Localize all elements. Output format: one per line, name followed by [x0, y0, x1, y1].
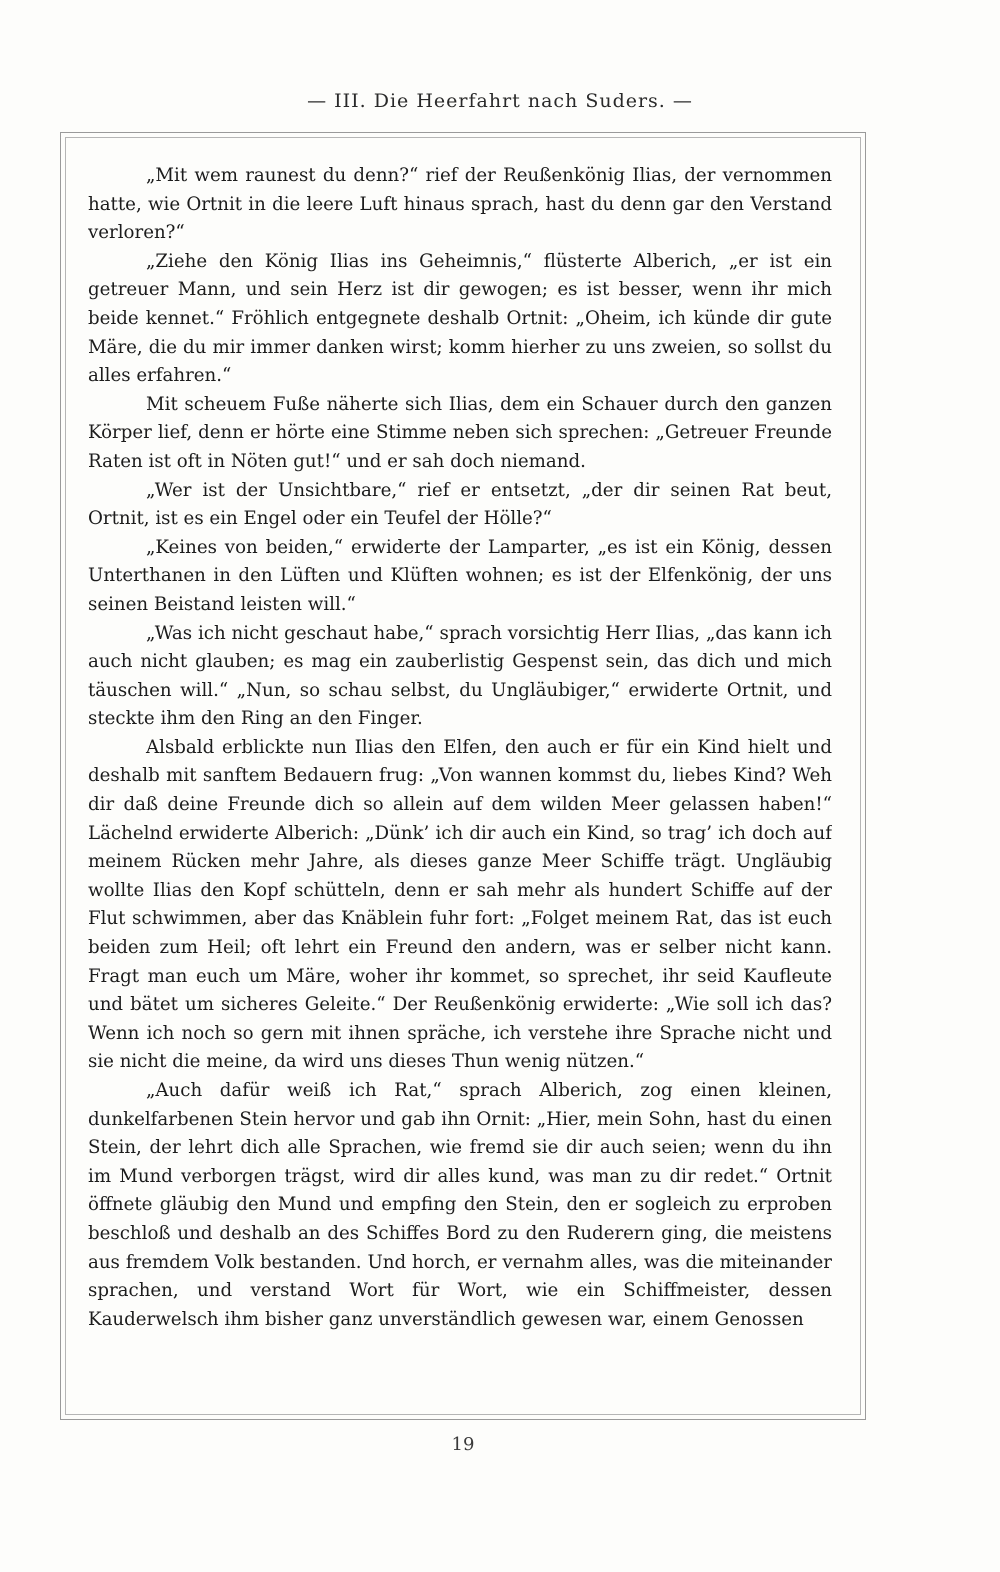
paragraph: Alsbald erblickte nun Ilias den Elfen, den auch er für ein Kind hielt und deshalb mit sanftem Bedauern frug: „Von wannen kommst du, liebes Kind? Weh dir daß deine Freunde dich so allein auf dem wilden Meer gelassen haben!“ Lächelnd erwiderte Alberich: „Dünk’ ich dir auch ein Kind, so trag’ ich doch auf meinem Rücken mehr Jahre, als dieses ganze Meer Schiffe trägt. Ungläubig wollte Ilias den Kopf schütteln, denn er sah mehr als hundert Schiffe auf der Flut schwimmen, aber das Knäblein fuhr fort: „Folget meinem Rat, das ist euch beiden zum Heil; oft lehrt ein Freund den andern, was er selber nicht kann. Fragt man euch um Märe, woher ihr kommet, so sprechet, ihr seid Kaufleute und bätet um sicheres Geleite.“ Der Reußenkönig erwiderte: „Wie soll ich das? Wenn ich noch so gern mit ihnen spräche, ich verstehe ihre Sprache nicht und sie nicht die meine, da wird uns dieses Thun wenig nützen.“ — [88, 736, 832, 1073]
paragraph: „Wer ist der Unsichtbare,“ rief er entsetzt, „der dir seinen Rat beut, Ortnit, ist es ein Engel oder ein Teufel der Hölle?“ — [88, 479, 832, 530]
running-title: — III. Die Heerfahrt nach Suders. — — [307, 90, 693, 112]
paragraph: „Ziehe den König Ilias ins Geheimnis,“ flüsterte Alberich, „er ist ein getreuer Mann, und sein Herz ist dir gewogen; es ist besser, wenn ihr mich beide kennet.“ Fröhlich entgegnete deshalb Ortnit: „Oheim, ich künde dir gute Märe, die du mir immer danken wirst; komm hierher zu uns zweien, so sollst du alles erfahren.“ — [88, 250, 832, 387]
body-text — [88, 162, 832, 1398]
paragraph: „Auch dafür weiß ich Rat,“ sprach Alberich, zog einen kleinen, dunkelfarbenen Stein hervor und gab ihn Ornit: „Hier, mein Sohn, hast du einen Stein, der lehrt dich alle Sprachen, wie fremd sie dir auch seien; wenn du ihn im Mund verborgen trägst, wird dir alles kund, was man zu dir redet.“ Ortnit öffnete gläubig den Mund und empfing den Stein, den er sogleich zu erproben beschloß und deshalb an des Schiffes Bord zu den Ruderern ging, die meistens aus fremdem Volk bestanden. Und horch, er vernahm alles, was die miteinander sprachen, und verstand Wort für Wort, wie ein Schiffmeister, dessen Kauderwelsch ihm bisher ganz unverständlich gewesen war, einem Genossen — [88, 1080, 832, 1330]
paragraph: Mit scheuem Fuße näherte sich Ilias, dem ein Schauer durch den ganzen Körper lief, denn er hörte eine Stimme neben sich sprechen: „Getreuer Freunde Raten ist oft in Nöten gut!“ und er sah doch niemand. — [88, 393, 832, 472]
paragraph: „Mit wem raunest du denn?“ rief der Reußenkönig Ilias, der vernommen hatte, wie Ortnit in die leere Luft hinaus sprach, hast du denn gar den Verstand verloren?“ — [88, 165, 832, 244]
paragraph: „Was ich nicht geschaut habe,“ sprach vorsichtig Herr Ilias, „das kann ich auch nicht glauben; es mag ein zauberlistig Gespenst sein, das dich und mich täuschen will.“ „Nun, so schau selbst, du Ungläubiger,“ erwiderte Ortnit, und steckte ihm den Ring an den Finger. — [88, 622, 832, 730]
page-number: 19 — [451, 1434, 475, 1455]
paragraph: „Keines von beiden,“ erwiderte der Lamparter, „es ist ein König, dessen Unterthanen in den Lüften und Klüften wohnen; es ist der Elfenkönig, der uns seinen Beistand leisten will.“ — [88, 536, 832, 615]
